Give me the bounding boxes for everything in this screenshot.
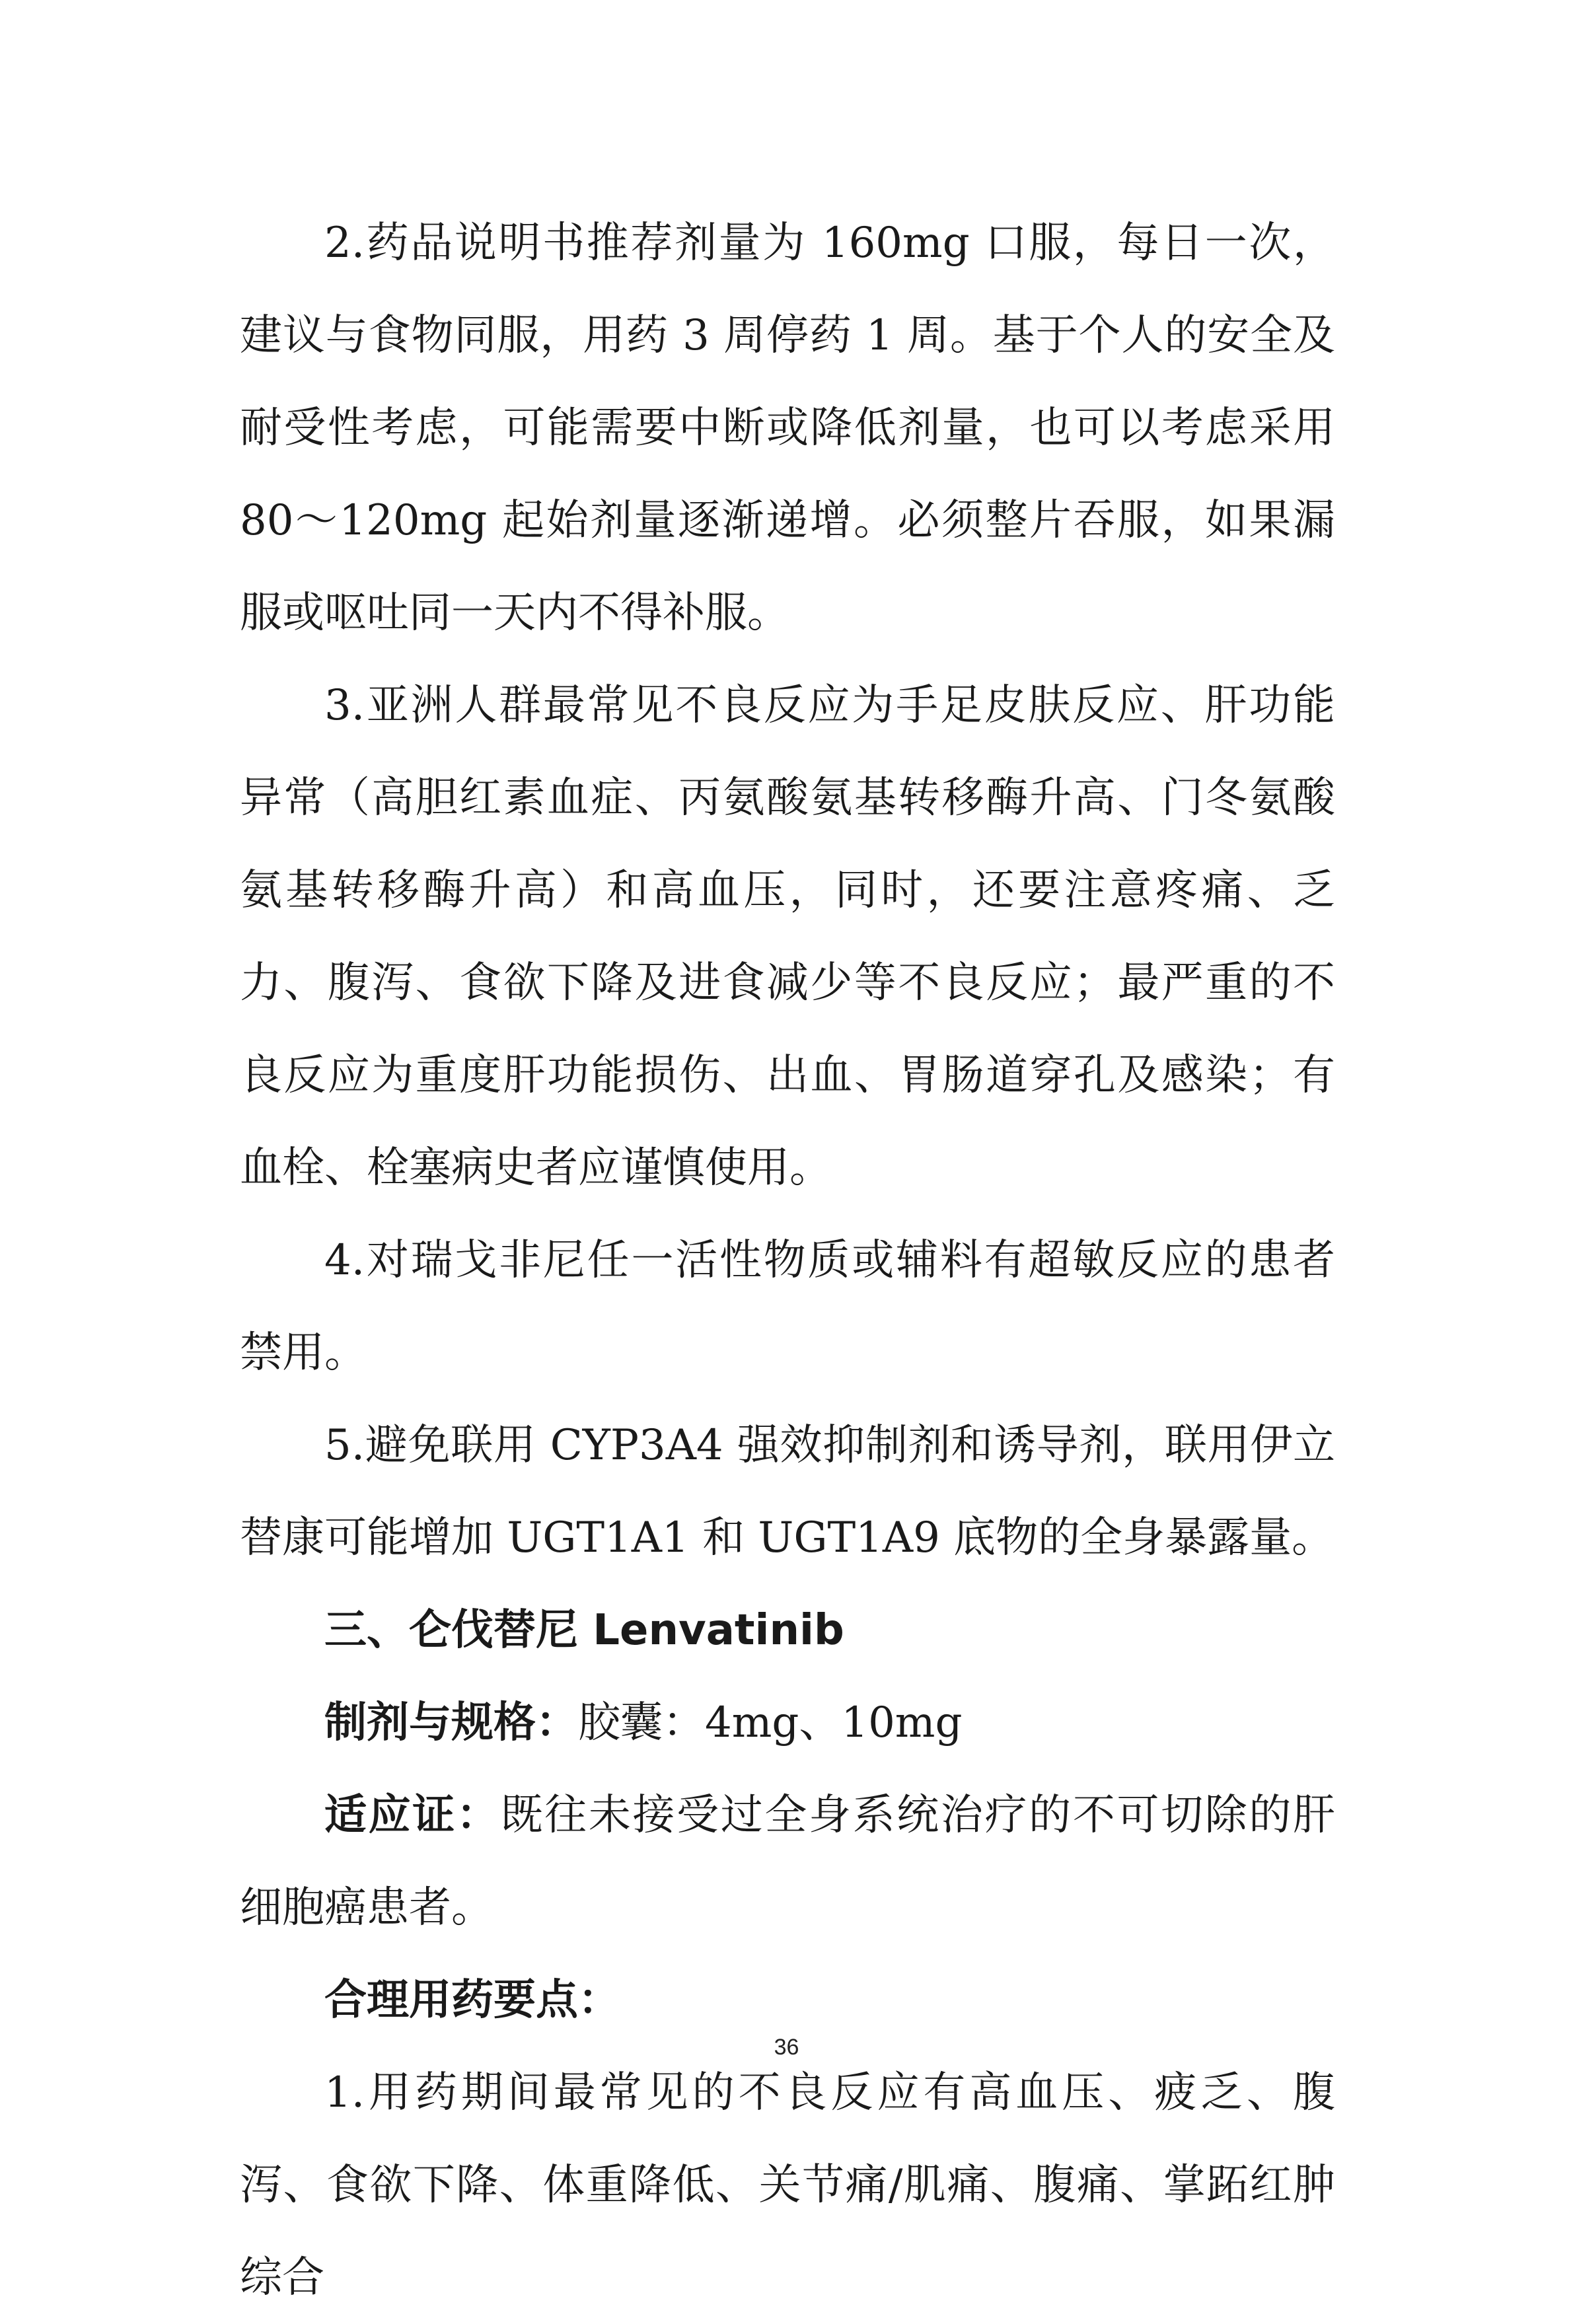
formulation-label: 制剂与规格： — [324, 1698, 578, 1747]
formulation-line — [240, 1677, 1335, 1769]
indication-value: 既往未接受过全身系统治疗的不可切除的肝细胞癌患者。 — [240, 1791, 1335, 1932]
paragraph-adverse-reactions: 3.亚洲人群最常见不良反应为手足皮肤反应、肝功能异常（高胆红素血症、丙氨酸氨基转移酶升高、门冬氨酸氨基转移酶升高）和高血压，同时，还要注意疼痛、乏力、腹泻、食欲下降及进食减少等不良反应；最严重的不良反应为重度肝功能损伤、出血、胃肠道穿孔及感染；有血栓、栓塞病史者应谨慎使用。 — [240, 681, 1335, 1192]
paragraph-contraindications: 4.对瑞戈非尼任一活性物质或辅料有超敏反应的患者禁用。 — [240, 1236, 1335, 1377]
page-number: 36 — [774, 2035, 799, 2060]
section-heading: 三、仑伐替尼 Lenvatinib — [324, 1606, 844, 1655]
indication-line — [240, 1769, 1335, 1954]
paragraph-drug-interactions: 5.避免联用 CYP3A4 强效抑制剂和诱导剂，联用伊立替康可能增加 UGT1A1 和 UGT1A9 底物的全身暴露量。 — [240, 1421, 1335, 1562]
rational-use-heading: 合理用药要点： — [324, 1976, 620, 2025]
paragraph-dosage: 2.药品说明书推荐剂量为 160mg 口服，每日一次，建议与食物同服，用药 3 周停药 1 周。基于个人的安全及耐受性考虑，可能需要中断或降低剂量，也可以考虑采用 80～120mg 起始剂量逐渐递增。必须整片吞服，如果漏服或呕吐同一天内不得补服。 — [240, 219, 1335, 637]
document-body — [240, 197, 1335, 2324]
paragraph-point-1: 1.用药期间最常见的不良反应有高血压、疲乏、腹泻、食欲下降、体重降低、关节痛/肌痛、腹痛、掌跖红肿综合 — [240, 2068, 1335, 2302]
indication-label: 适应证： — [324, 1791, 501, 1840]
formulation-value: 胶囊：4mg、10mg — [578, 1698, 963, 1747]
